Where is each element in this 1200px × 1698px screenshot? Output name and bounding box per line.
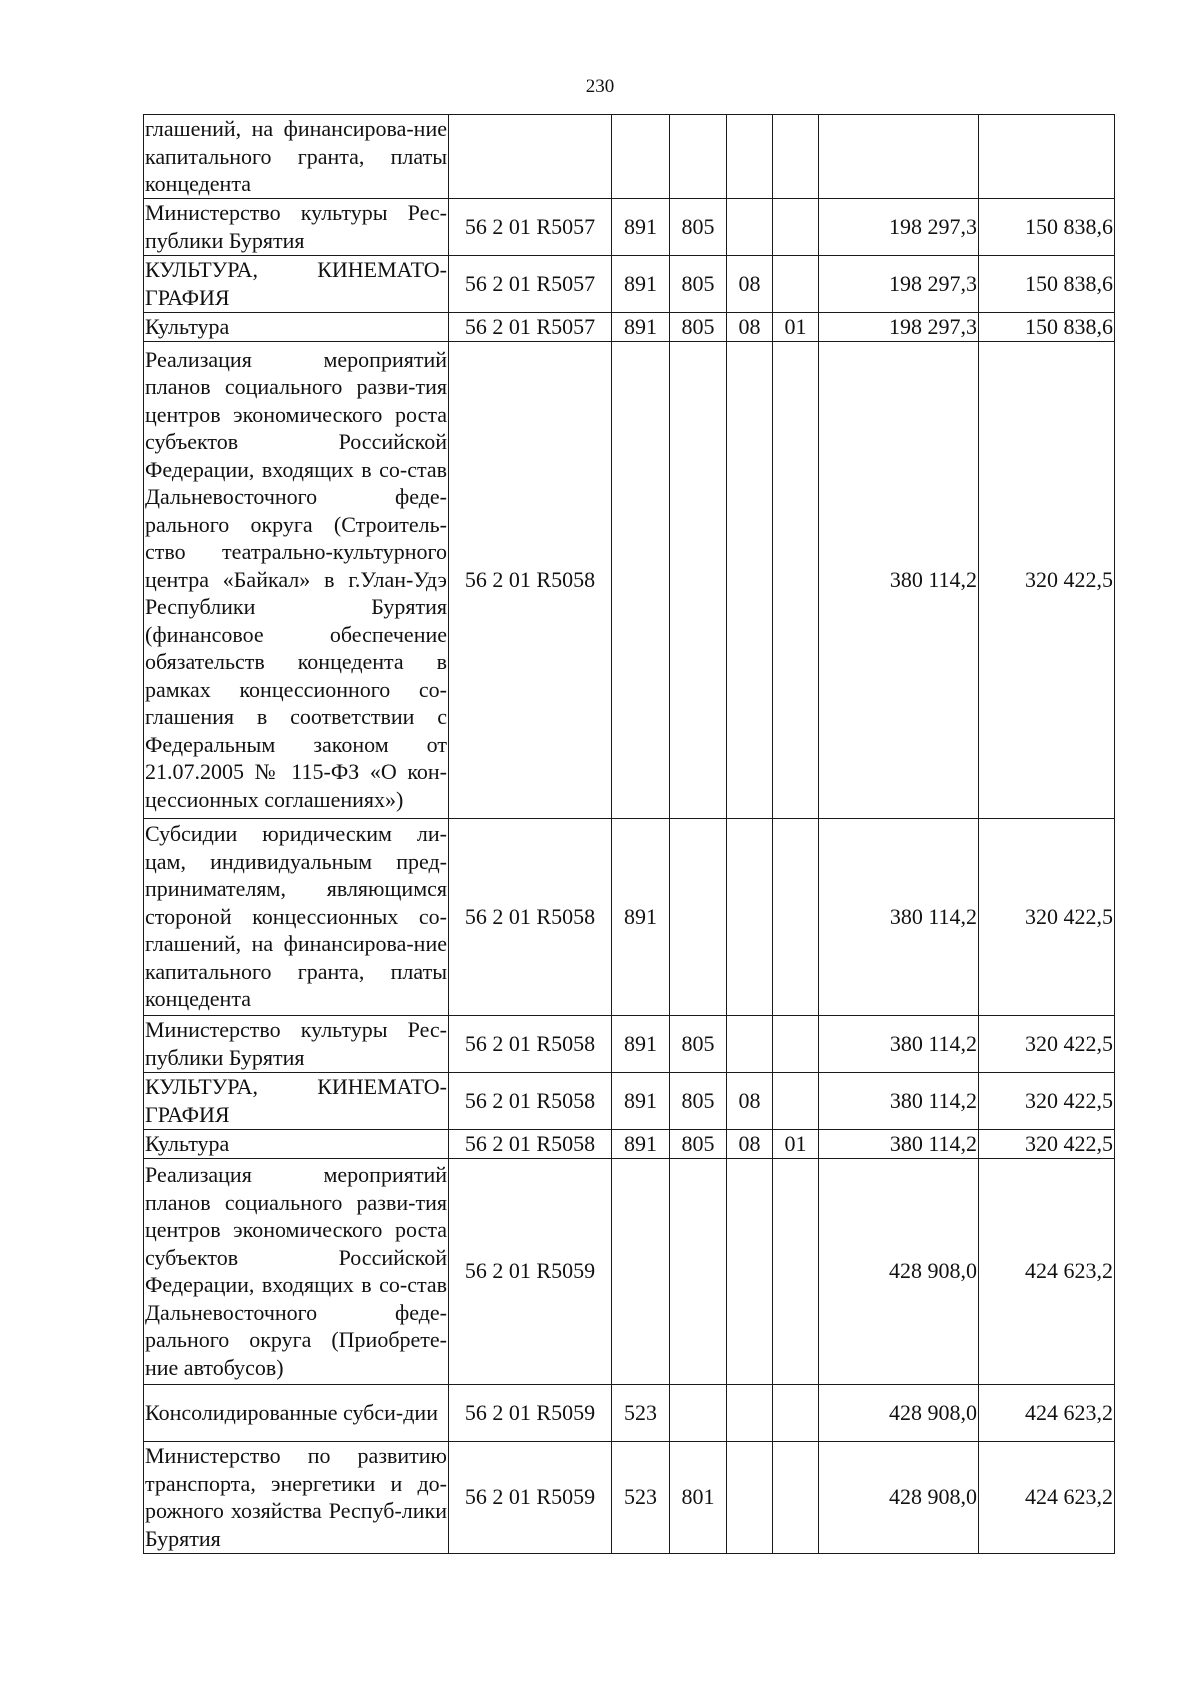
table-row: [144, 1072, 1115, 1129]
amount-year-2-cell: [979, 115, 1115, 199]
row-name-cell: Культура: [144, 312, 449, 341]
amount-year-1-cell: 380 114,2: [819, 341, 979, 818]
table-row: [144, 1129, 1115, 1158]
section-cell: [727, 1384, 773, 1441]
row-name-cell: КУЛЬТУРА, КИНЕМАТО-ГРАФИЯ: [144, 1072, 449, 1129]
amount-year-2-cell: 424 623,2: [979, 1384, 1115, 1441]
subsection-cell: 01: [773, 1129, 819, 1158]
expense-type-cell: 891: [612, 255, 670, 312]
table-row: [144, 255, 1115, 312]
amount-year-2-cell: 320 422,5: [979, 1129, 1115, 1158]
subsection-cell: [773, 255, 819, 312]
section-cell: [727, 341, 773, 818]
ministry-code-cell: 805: [670, 255, 727, 312]
target-code-cell: 56 2 01 R5058: [449, 1129, 612, 1158]
ministry-code-cell: [670, 115, 727, 199]
amount-year-1-cell: 428 908,0: [819, 1441, 979, 1553]
section-cell: [727, 115, 773, 199]
expense-type-cell: 891: [612, 1072, 670, 1129]
amount-year-1-cell: 428 908,0: [819, 1158, 979, 1384]
table-row: [144, 1384, 1115, 1441]
target-code-cell: 56 2 01 R5058: [449, 341, 612, 818]
target-code-cell: 56 2 01 R5058: [449, 818, 612, 1015]
subsection-cell: [773, 818, 819, 1015]
amount-year-1-cell: 380 114,2: [819, 1129, 979, 1158]
row-name-cell: КУЛЬТУРА, КИНЕМАТО-ГРАФИЯ: [144, 255, 449, 312]
expense-type-cell: 891: [612, 1129, 670, 1158]
row-name-cell: Культура: [144, 1129, 449, 1158]
table-row: [144, 818, 1115, 1015]
section-cell: [727, 198, 773, 255]
expense-type-cell: 891: [612, 198, 670, 255]
amount-year-2-cell: 320 422,5: [979, 818, 1115, 1015]
subsection-cell: [773, 1441, 819, 1553]
subsection-cell: [773, 1158, 819, 1384]
subsection-cell: 01: [773, 312, 819, 341]
target-code-cell: 56 2 01 R5059: [449, 1441, 612, 1553]
subsection-cell: [773, 115, 819, 199]
expense-type-cell: 891: [612, 818, 670, 1015]
expense-type-cell: 523: [612, 1441, 670, 1553]
target-code-cell: 56 2 01 R5057: [449, 312, 612, 341]
ministry-code-cell: 805: [670, 1015, 727, 1072]
ministry-code-cell: 805: [670, 1129, 727, 1158]
table-row: [144, 341, 1115, 818]
row-name-cell: Реализация мероприятий планов социального разви-тия центров экономического роста субъектов Российской Федерации, входящих в со-став Дальневосточного феде-рального округа (Приобрете-ние автобусов): [144, 1158, 449, 1384]
target-code-cell: 56 2 01 R5058: [449, 1072, 612, 1129]
ministry-code-cell: [670, 818, 727, 1015]
amount-year-2-cell: 150 838,6: [979, 255, 1115, 312]
section-cell: [727, 818, 773, 1015]
row-name-cell: Министерство по развитию транспорта, энергетики и до-рожного хозяйства Респуб-лики Бурятия: [144, 1441, 449, 1553]
ministry-code-cell: 805: [670, 312, 727, 341]
section-cell: [727, 1158, 773, 1384]
amount-year-2-cell: 424 623,2: [979, 1441, 1115, 1553]
expense-type-cell: 891: [612, 312, 670, 341]
budget-table: [143, 114, 1115, 1554]
section-cell: [727, 1015, 773, 1072]
amount-year-1-cell: 198 297,3: [819, 255, 979, 312]
amount-year-2-cell: 424 623,2: [979, 1158, 1115, 1384]
target-code-cell: 56 2 01 R5057: [449, 255, 612, 312]
section-cell: 08: [727, 255, 773, 312]
amount-year-1-cell: 380 114,2: [819, 1015, 979, 1072]
ministry-code-cell: [670, 1384, 727, 1441]
amount-year-1-cell: [819, 115, 979, 199]
row-name-cell: Министерство культуры Рес-публики Бурятия: [144, 1015, 449, 1072]
ministry-code-cell: 805: [670, 1072, 727, 1129]
expense-type-cell: [612, 341, 670, 818]
subsection-cell: [773, 1384, 819, 1441]
amount-year-1-cell: 198 297,3: [819, 312, 979, 341]
target-code-cell: 56 2 01 R5057: [449, 198, 612, 255]
table-row: [144, 115, 1115, 199]
table-row: [144, 198, 1115, 255]
section-cell: 08: [727, 312, 773, 341]
row-name-cell: глашений, на финансирова-ние капитального гранта, платы концедента: [145, 116, 447, 196]
table-body: [144, 115, 1115, 1554]
table-row: [144, 312, 1115, 341]
amount-year-2-cell: 320 422,5: [979, 1015, 1115, 1072]
row-name-cell: Консолидированные субси-дии: [144, 1384, 449, 1441]
row-name-cell: Субсидии юридическим ли-цам, индивидуальным пред-принимателям, являющимся стороной концессионных со-глашений, на финансирова-ние капитального гранта, платы концедента: [144, 818, 449, 1015]
amount-year-2-cell: 150 838,6: [979, 198, 1115, 255]
row-name-cell: Министерство культуры Рес-публики Бурятия: [144, 198, 449, 255]
amount-year-2-cell: 320 422,5: [979, 341, 1115, 818]
section-cell: 08: [727, 1129, 773, 1158]
ministry-code-cell: 805: [670, 198, 727, 255]
amount-year-1-cell: 380 114,2: [819, 818, 979, 1015]
amount-year-2-cell: 320 422,5: [979, 1072, 1115, 1129]
target-code-cell: 56 2 01 R5059: [449, 1384, 612, 1441]
amount-year-1-cell: 380 114,2: [819, 1072, 979, 1129]
ministry-code-cell: 801: [670, 1441, 727, 1553]
subsection-cell: [773, 198, 819, 255]
expense-type-cell: 891: [612, 1015, 670, 1072]
target-code-cell: 56 2 01 R5059: [449, 1158, 612, 1384]
table-row: [144, 1015, 1115, 1072]
target-code-cell: 56 2 01 R5058: [449, 1015, 612, 1072]
page-number: 230: [585, 76, 615, 97]
amount-year-1-cell: 198 297,3: [819, 198, 979, 255]
amount-year-2-cell: 150 838,6: [979, 312, 1115, 341]
subsection-cell: [773, 341, 819, 818]
subsection-cell: [773, 1072, 819, 1129]
table-row: [144, 1158, 1115, 1384]
row-name-cell: Реализация мероприятий планов социального разви-тия центров экономического роста субъектов Российской Федерации, входящих в со-став Дальневосточного феде-рального округа (Строитель-ство театрально-культурного центра «Байкал» в г.Улан-Удэ Республики Бурятия (финансовое обеспечение обязательств концедента в рамках концессионного со-глашения в соответствии с Федеральным законом от 21.07.2005 № 115-ФЗ «О кон-цессионных соглашениях»): [144, 341, 449, 818]
expense-type-cell: 523: [612, 1384, 670, 1441]
target-code-cell: [449, 115, 612, 199]
amount-year-1-cell: 428 908,0: [819, 1384, 979, 1441]
ministry-code-cell: [670, 1158, 727, 1384]
table-row: [144, 1441, 1115, 1553]
section-cell: [727, 1441, 773, 1553]
subsection-cell: [773, 1015, 819, 1072]
expense-type-cell: [612, 1158, 670, 1384]
ministry-code-cell: [670, 341, 727, 818]
expense-type-cell: [612, 115, 670, 199]
section-cell: 08: [727, 1072, 773, 1129]
